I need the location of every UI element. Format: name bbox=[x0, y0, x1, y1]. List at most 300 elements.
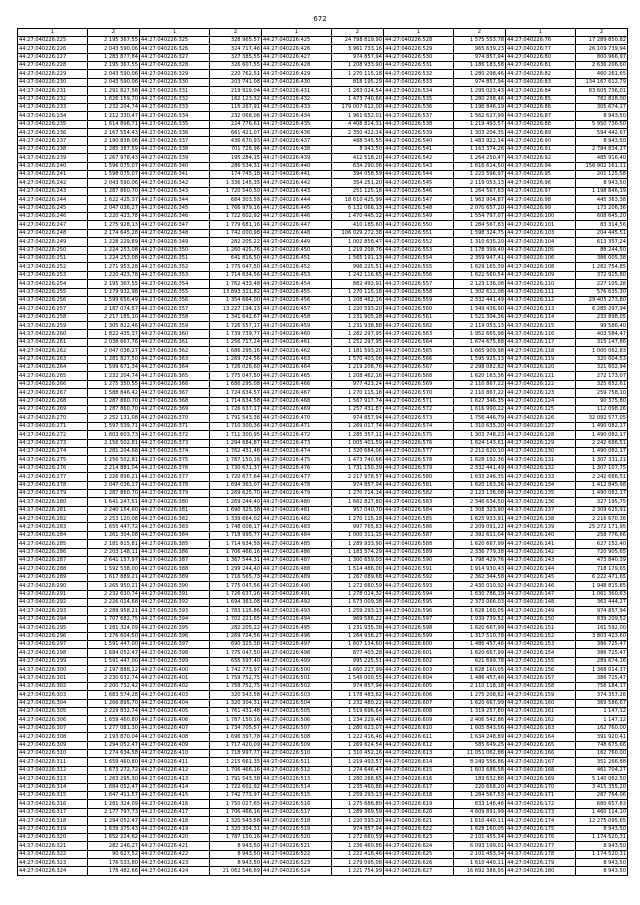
cadastral-value-cell: 1 222 416,46 bbox=[332, 733, 384, 741]
cadastral-value-cell: 1 303 748,23 bbox=[454, 431, 506, 439]
cadastral-value-cell: 1 674 675,88 bbox=[454, 338, 506, 346]
cadastral-value-cell: 1 598 075,07 bbox=[88, 171, 140, 179]
cadastral-number-cell: 44:27:040226:365 bbox=[140, 372, 210, 380]
cadastral-number-cell: 44:27:040226:144 bbox=[506, 565, 576, 573]
table-row bbox=[18, 708, 628, 716]
cadastral-value-cell: 1 914 930,43 bbox=[454, 565, 506, 573]
cadastral-value-cell: 1 742 000,98 bbox=[210, 229, 262, 237]
cadastral-number-cell: 44:27:040226:239 bbox=[18, 154, 88, 162]
cadastral-value-cell: 1 722 602,92 bbox=[210, 213, 262, 221]
cadastral-number-cell: 44:27:040226:116 bbox=[506, 330, 576, 338]
cadastral-number-cell: 44:27:040226:253 bbox=[18, 271, 88, 279]
cadastral-number-cell: 44:27:040226:625 bbox=[384, 850, 454, 858]
cadastral-value-cell: 1 961 652,01 bbox=[332, 112, 384, 120]
cadastral-number-cell: 44:27:040226:133 bbox=[506, 473, 576, 481]
cadastral-value-cell: 2 123 136,08 bbox=[454, 489, 506, 497]
cadastral-number-cell: 44:27:040226:313 bbox=[18, 775, 88, 783]
cadastral-value-cell: 957 040,70 bbox=[332, 506, 384, 514]
cadastral-value-cell: 1 274 634,58 bbox=[88, 750, 140, 758]
cadastral-value-cell: 1 368 014,37 bbox=[576, 666, 628, 674]
cadastral-number-cell: 44:27:040226:236 bbox=[18, 129, 88, 137]
cadastral-number-cell: 44:27:040226:413 bbox=[140, 775, 210, 783]
cadastral-number-cell: 44:27:040226:531 bbox=[384, 61, 454, 69]
cadastral-value-cell: 1 281 204,68 bbox=[88, 447, 140, 455]
cadastral-value-cell: 1 798 429,76 bbox=[454, 557, 506, 565]
cadastral-number-cell: 44:27:040226:551 bbox=[384, 229, 454, 237]
cadastral-value-cell: 195 284,15 bbox=[210, 154, 262, 162]
cadastral-value-cell: 1 963 904,87 bbox=[454, 196, 506, 204]
cadastral-number-cell: 44:27:040226:155 bbox=[506, 657, 576, 665]
cadastral-value-cell: 1 215 661,35 bbox=[210, 758, 262, 766]
cadastral-number-cell: 44:27:040226:284 bbox=[18, 531, 88, 539]
cadastral-value-cell: 1 320 304,31 bbox=[210, 825, 262, 833]
cadastral-value-cell: 1 591 447,00 bbox=[88, 640, 140, 648]
cadastral-number-cell: 44:27:040226:603 bbox=[384, 666, 454, 674]
cadastral-number-cell: 44:27:040226:606 bbox=[384, 691, 454, 699]
cadastral-value-cell: 1 275 928,13 bbox=[88, 221, 140, 229]
cadastral-value-cell: 2 359 947,41 bbox=[454, 254, 506, 262]
cadastral-value-cell: 1 775 047,50 bbox=[210, 649, 262, 657]
cadastral-number-cell: 44:27:040226:161 bbox=[506, 708, 576, 716]
cadastral-value-cell: 1 231 905,28 bbox=[332, 313, 384, 321]
cadastral-number-cell: 44:27:040226:579 bbox=[384, 464, 454, 472]
cadastral-value-cell: 2 242 686,51 bbox=[576, 439, 628, 447]
cadastral-value-cell: 1 591 447,00 bbox=[88, 657, 140, 665]
table-row bbox=[18, 531, 628, 539]
cadastral-value-cell: 394 058,59 bbox=[332, 171, 384, 179]
cadastral-number-cell: 44:27:040226:139 bbox=[506, 523, 576, 531]
table-row bbox=[18, 296, 628, 304]
cadastral-number-cell: 44:27:040226:303 bbox=[18, 691, 88, 699]
cadastral-value-cell: 1 367 544,31 bbox=[210, 557, 262, 565]
table-row bbox=[18, 330, 628, 338]
cadastral-value-cell: 1 655 447,72 bbox=[88, 523, 140, 531]
cadastral-value-cell: 1 310 635,20 bbox=[454, 238, 506, 246]
cadastral-number-cell: 44:27:040226:505 bbox=[262, 708, 332, 716]
cadastral-value-cell: 2 242 686,51 bbox=[576, 473, 628, 481]
table-row bbox=[18, 716, 628, 724]
cadastral-number-cell: 44:27:040226:570 bbox=[384, 389, 454, 397]
cadastral-number-cell: 44:27:040226:352 bbox=[140, 263, 210, 271]
table-row bbox=[18, 867, 628, 875]
cadastral-value-cell: 1 232 480,22 bbox=[332, 699, 384, 707]
cadastral-number-cell: 44:27:040226:282 bbox=[18, 515, 88, 523]
table-row bbox=[18, 313, 628, 321]
cadastral-number-cell: 44:27:040226:618 bbox=[384, 791, 454, 799]
cadastral-value-cell: 21 062 546,69 bbox=[210, 867, 262, 875]
cadastral-number-cell: 44:27:040226:564 bbox=[384, 338, 454, 346]
cadastral-number-cell: 44:27:040226:408 bbox=[140, 733, 210, 741]
cadastral-value-cell: 1 647 411,57 bbox=[88, 791, 140, 799]
cadastral-number-cell: 44:27:040226:318 bbox=[18, 817, 88, 825]
cadastral-number-cell: 44:27:040226:256 bbox=[18, 296, 88, 304]
cadastral-value-cell: 1 183 574,29 bbox=[332, 548, 384, 556]
cadastral-value-cell: 1 628 160,05 bbox=[454, 666, 506, 674]
cadastral-value-cell: 251 125,18 bbox=[332, 187, 384, 195]
cadastral-number-cell: 44:27:040226:609 bbox=[384, 716, 454, 724]
cadastral-value-cell: 386 005,38 bbox=[576, 254, 628, 262]
cadastral-number-cell: 44:27:040226:596 bbox=[384, 607, 454, 615]
cadastral-value-cell: 6 093 199,01 bbox=[454, 842, 506, 850]
cadastral-number-cell: 44:27:040226:443 bbox=[262, 187, 332, 195]
cadastral-number-cell: 44:27:040226:251 bbox=[18, 254, 88, 262]
cadastral-value-cell: 1 319 257,80 bbox=[454, 708, 506, 716]
cadastral-value-cell: 8 943,50 bbox=[576, 825, 628, 833]
cadastral-value-cell: 996 225,51 bbox=[332, 263, 384, 271]
cadastral-value-cell: 1 620 667,99 bbox=[454, 624, 506, 632]
column-header: 1 bbox=[506, 29, 576, 37]
cadastral-number-cell: 44:27:040226:440 bbox=[262, 162, 332, 170]
cadastral-number-cell: 44:27:040226:164 bbox=[506, 733, 576, 741]
cadastral-number-cell: 44:27:040226:540 bbox=[384, 137, 454, 145]
cadastral-value-cell: 224 776,61 bbox=[210, 120, 262, 128]
cadastral-number-cell: 44:27:040226:227 bbox=[18, 53, 88, 61]
table-row bbox=[18, 817, 628, 825]
cadastral-number-cell: 44:27:040226:544 bbox=[384, 171, 454, 179]
cadastral-value-cell: 2 392 611,04 bbox=[454, 531, 506, 539]
cadastral-number-cell: 44:27:040226:385 bbox=[140, 540, 210, 548]
cadastral-number-cell: 44:27:040226:519 bbox=[262, 825, 332, 833]
cadastral-number-cell: 44:27:040226:532 bbox=[384, 70, 454, 78]
cadastral-value-cell: 1 686 295,08 bbox=[210, 380, 262, 388]
cadastral-value-cell: 6 222 471,65 bbox=[576, 573, 628, 581]
cadastral-number-cell: 44:27:040226:407 bbox=[140, 724, 210, 732]
cadastral-value-cell: 1 659 460,80 bbox=[88, 758, 140, 766]
cadastral-value-cell: 90 627,52 bbox=[88, 850, 140, 858]
cadastral-value-cell: 1 289 369,59 bbox=[332, 808, 384, 816]
cadastral-number-cell: 44:27:040226:244 bbox=[18, 196, 88, 204]
cadastral-value-cell: 1 252 297,95 bbox=[332, 338, 384, 346]
cadastral-number-cell: 44:27:040226:86 bbox=[506, 103, 576, 111]
cadastral-value-cell: 325 652,61 bbox=[576, 380, 628, 388]
cadastral-number-cell: 44:27:040226:552 bbox=[384, 238, 454, 246]
cadastral-number-cell: 44:27:040226:621 bbox=[384, 817, 454, 825]
cadastral-value-cell: 8 943,50 bbox=[210, 850, 262, 858]
cadastral-value-cell: 289 674,16 bbox=[576, 657, 628, 665]
cadastral-value-cell: 1 256 717,24 bbox=[210, 338, 262, 346]
cadastral-number-cell: 44:27:040226:117 bbox=[506, 338, 576, 346]
cadastral-number-cell: 44:27:040226:497 bbox=[262, 640, 332, 648]
cadastral-number-cell: 44:27:040226:122 bbox=[506, 380, 576, 388]
cadastral-value-cell: 2 252 131,08 bbox=[88, 414, 140, 422]
cadastral-number-cell: 44:27:040226:90 bbox=[506, 137, 576, 145]
cadastral-number-cell: 44:27:040226:431 bbox=[262, 87, 332, 95]
table-row bbox=[18, 162, 628, 170]
cadastral-number-cell: 44:27:040226:372 bbox=[140, 431, 210, 439]
table-row bbox=[18, 674, 628, 682]
table-row bbox=[18, 766, 628, 774]
cadastral-value-cell: 1 610 440,11 bbox=[454, 817, 506, 825]
table-row bbox=[18, 657, 628, 665]
cadastral-value-cell: 1 299 244,40 bbox=[210, 565, 262, 573]
cadastral-number-cell: 44:27:040226:537 bbox=[384, 112, 454, 120]
table-row bbox=[18, 221, 628, 229]
cadastral-value-cell: 585 649,25 bbox=[454, 741, 506, 749]
cadastral-number-cell: 44:27:040226:518 bbox=[262, 817, 332, 825]
cadastral-number-cell: 44:27:040226:514 bbox=[262, 783, 332, 791]
cadastral-number-cell: 44:27:040226:464 bbox=[262, 364, 332, 372]
cadastral-value-cell: 1 756 446,79 bbox=[454, 414, 506, 422]
cadastral-value-cell: 1 633 246,35 bbox=[454, 473, 506, 481]
table-row bbox=[18, 800, 628, 808]
cadastral-number-cell: 44:27:040226:496 bbox=[262, 632, 332, 640]
cadastral-value-cell: 1 287 860,70 bbox=[88, 187, 140, 195]
cadastral-number-cell: 44:27:040226:260 bbox=[18, 330, 88, 338]
cadastral-number-cell: 44:27:040226:106 bbox=[506, 254, 576, 262]
cadastral-value-cell: 1 603 603,73 bbox=[88, 431, 140, 439]
cadastral-value-cell: 320 004,53 bbox=[576, 355, 628, 363]
cadastral-value-cell: 1 597 539,71 bbox=[88, 422, 140, 430]
cadastral-number-cell: 44:27:040226:615 bbox=[384, 766, 454, 774]
cadastral-value-cell: 661 421,07 bbox=[210, 129, 262, 137]
cadastral-value-cell: 2 309 625,91 bbox=[576, 506, 628, 514]
cadastral-value-cell: 16 692 386,95 bbox=[454, 867, 506, 875]
cadastral-number-cell: 44:27:040226:587 bbox=[384, 531, 454, 539]
cadastral-number-cell: 44:27:040226:605 bbox=[384, 682, 454, 690]
cadastral-number-cell: 44:27:040226:146 bbox=[506, 582, 576, 590]
cadastral-number-cell: 44:27:040226:240 bbox=[18, 162, 88, 170]
cadastral-value-cell: 1 565 191,13 bbox=[332, 254, 384, 262]
cadastral-value-cell: 1 766 979,16 bbox=[210, 204, 262, 212]
cadastral-number-cell: 44:27:040226:439 bbox=[262, 154, 332, 162]
cadastral-number-cell: 44:27:040226:415 bbox=[140, 791, 210, 799]
cadastral-number-cell: 44:27:040226:398 bbox=[140, 649, 210, 657]
cadastral-value-cell: 1 486 457,46 bbox=[454, 640, 506, 648]
cadastral-value-cell: 1 711 300,95 bbox=[210, 431, 262, 439]
cadastral-value-cell: 6 132 066,13 bbox=[332, 204, 384, 212]
table-row bbox=[18, 515, 628, 523]
cadastral-value-cell: 1 722 602,92 bbox=[210, 783, 262, 791]
table-row bbox=[18, 456, 628, 464]
table-row bbox=[18, 666, 628, 674]
cadastral-number-cell: 44:27:040226:241 bbox=[18, 171, 88, 179]
cadastral-value-cell: 1 599 671,34 bbox=[88, 364, 140, 372]
cadastral-value-cell: 974 857,94 bbox=[454, 78, 506, 86]
cadastral-number-cell: 44:27:040226:233 bbox=[18, 103, 88, 111]
cadastral-value-cell: 2 230 632,74 bbox=[88, 674, 140, 682]
cadastral-number-cell: 44:27:040226:316 bbox=[18, 800, 88, 808]
cadastral-number-cell: 44:27:040226:261 bbox=[18, 338, 88, 346]
cadastral-value-cell: 410 185,60 bbox=[332, 221, 384, 229]
cadastral-value-cell: 2 406 542,86 bbox=[454, 716, 506, 724]
cadastral-value-cell: 2 047 036,27 bbox=[88, 204, 140, 212]
cadastral-value-cell: 8 943,50 bbox=[576, 137, 628, 145]
cadastral-number-cell: 44:27:040226:465 bbox=[262, 372, 332, 380]
cadastral-value-cell: 1 783 115,86 bbox=[210, 607, 262, 615]
cadastral-number-cell: 44:27:040226:360 bbox=[140, 330, 210, 338]
cadastral-number-cell: 44:27:040226:99 bbox=[506, 204, 576, 212]
cadastral-number-cell: 44:27:040226:270 bbox=[18, 414, 88, 422]
cadastral-value-cell: 1 163 374,26 bbox=[454, 145, 506, 153]
cadastral-value-cell: 1 224 253,08 bbox=[88, 254, 140, 262]
cadastral-value-cell: 1 320 543,58 bbox=[210, 817, 262, 825]
cadastral-number-cell: 44:27:040226:158 bbox=[506, 682, 576, 690]
column-header: 2 bbox=[88, 29, 140, 37]
cadastral-number-cell: 44:27:040226:553 bbox=[384, 246, 454, 254]
cadastral-number-cell: 44:27:040226:237 bbox=[18, 137, 88, 145]
cadastral-value-cell: 1 779 681,16 bbox=[210, 221, 262, 229]
table-row bbox=[18, 624, 628, 632]
cadastral-number-cell: 44:27:040226:604 bbox=[384, 674, 454, 682]
cadastral-value-cell: 1 490 082,17 bbox=[576, 447, 628, 455]
cadastral-value-cell: 1 718 995,77 bbox=[210, 531, 262, 539]
cadastral-value-cell: 282 205,22 bbox=[210, 238, 262, 246]
cadastral-value-cell: 1 000 311,15 bbox=[332, 531, 384, 539]
cadastral-value-cell: 2 156 502,81 bbox=[88, 439, 140, 447]
cadastral-value-cell: 1 264 936,27 bbox=[332, 632, 384, 640]
cadastral-value-cell: 13 227 194,13 bbox=[210, 305, 262, 313]
cadastral-value-cell: 1 607 134,60 bbox=[332, 640, 384, 648]
cadastral-number-cell: 44:27:040226:167 bbox=[506, 758, 576, 766]
cadastral-value-cell: 2 174 645,28 bbox=[88, 229, 140, 237]
cadastral-number-cell: 44:27:040226:600 bbox=[384, 640, 454, 648]
cadastral-number-cell: 44:27:040226:358 bbox=[140, 313, 210, 321]
cadastral-number-cell: 44:27:040226:317 bbox=[18, 808, 88, 816]
cadastral-number-cell: 44:27:040226:332 bbox=[140, 95, 210, 103]
cadastral-number-cell: 44:27:040226:509 bbox=[262, 741, 332, 749]
cadastral-value-cell: 1 305 822,46 bbox=[88, 322, 140, 330]
cadastral-number-cell: 44:27:040226:335 bbox=[140, 120, 210, 128]
table-row bbox=[18, 523, 628, 531]
cadastral-value-cell: 1 196 846,19 bbox=[454, 103, 506, 111]
cadastral-value-cell: 1 562 627,99 bbox=[454, 112, 506, 120]
cadastral-number-cell: 44:27:040226:231 bbox=[18, 87, 88, 95]
cadastral-value-cell: 83 314,56 bbox=[576, 221, 628, 229]
cadastral-value-cell: 1 622 425,37 bbox=[88, 196, 140, 204]
cadastral-number-cell: 44:27:040226:379 bbox=[140, 489, 210, 497]
cadastral-value-cell: 2 110 867,22 bbox=[454, 380, 506, 388]
cadastral-value-cell: 1 271 953,28 bbox=[88, 263, 140, 271]
cadastral-value-cell: 1 483 922,14 bbox=[454, 137, 506, 145]
cadastral-value-cell: 974 857,94 bbox=[332, 481, 384, 489]
cadastral-value-cell: 1 269 624,54 bbox=[332, 741, 384, 749]
cadastral-value-cell: 372 915,80 bbox=[576, 271, 628, 279]
cadastral-number-cell: 44:27:040226:288 bbox=[18, 565, 88, 573]
cadastral-value-cell: 1 545 000,55 bbox=[332, 674, 384, 682]
cadastral-number-cell: 44:27:040226:165 bbox=[506, 741, 576, 749]
cadastral-value-cell: 1 259 293,13 bbox=[332, 791, 384, 799]
cadastral-value-cell: 1 226 896,21 bbox=[88, 473, 140, 481]
cadastral-number-cell: 44:27:040226:163 bbox=[506, 724, 576, 732]
cadastral-number-cell: 44:27:040226:530 bbox=[384, 53, 454, 61]
cadastral-number-cell: 44:27:040226:545 bbox=[384, 179, 454, 187]
table-row bbox=[18, 691, 628, 699]
cadastral-number-cell: 44:27:040226:454 bbox=[262, 280, 332, 288]
cadastral-value-cell: 1 731 150,39 bbox=[332, 464, 384, 472]
cadastral-number-cell: 44:27:040226:290 bbox=[18, 582, 88, 590]
cadastral-value-cell: 1 726 637,16 bbox=[210, 590, 262, 598]
table-row bbox=[18, 439, 628, 447]
cadastral-number-cell: 44:27:040226:533 bbox=[384, 78, 454, 86]
cadastral-number-cell: 44:27:040226:176 bbox=[506, 833, 576, 841]
cadastral-value-cell: 977 423,24 bbox=[332, 380, 384, 388]
cadastral-value-cell: 2 101 455,34 bbox=[454, 833, 506, 841]
cadastral-number-cell: 44:27:040226:228 bbox=[18, 61, 88, 69]
cadastral-value-cell: 1 284 567,83 bbox=[454, 221, 506, 229]
cadastral-number-cell: 44:27:040226:157 bbox=[506, 674, 576, 682]
table-row bbox=[18, 179, 628, 187]
cadastral-value-cell: 684 303,58 bbox=[210, 196, 262, 204]
cadastral-number-cell: 44:27:040226:445 bbox=[262, 204, 332, 212]
cadastral-number-cell: 44:27:040226:266 bbox=[18, 380, 88, 388]
cadastral-number-cell: 44:27:040226:268 bbox=[18, 397, 88, 405]
cadastral-value-cell: 1 696 397,78 bbox=[210, 733, 262, 741]
cadastral-value-cell: 305 674,17 bbox=[576, 103, 628, 111]
cadastral-value-cell: 320 543,58 bbox=[210, 691, 262, 699]
cadastral-number-cell: 44:27:040226:598 bbox=[384, 624, 454, 632]
cadastral-number-cell: 44:27:040226:98 bbox=[506, 196, 576, 204]
cadastral-number-cell: 44:27:040226:353 bbox=[140, 271, 210, 279]
cadastral-number-cell: 44:27:040226:477 bbox=[262, 473, 332, 481]
cadastral-value-cell: 1 720 540,50 bbox=[210, 187, 262, 195]
cadastral-value-cell: 1 665 909,98 bbox=[454, 347, 506, 355]
cadastral-value-cell: 1 302 612,08 bbox=[454, 288, 506, 296]
cadastral-value-cell: 1 285 357,11 bbox=[332, 431, 384, 439]
cadastral-number-cell: 44:27:040226:549 bbox=[384, 213, 454, 221]
cadastral-number-cell: 44:27:040226:627 bbox=[384, 867, 454, 875]
cadastral-value-cell: 641 816,50 bbox=[210, 254, 262, 262]
cadastral-number-cell: 44:27:040226:112 bbox=[506, 296, 576, 304]
cadastral-number-cell: 44:27:040226:180 bbox=[506, 867, 576, 875]
cadastral-value-cell: 1 281 827,50 bbox=[88, 355, 140, 363]
cadastral-number-cell: 44:27:040226:151 bbox=[506, 624, 576, 632]
cadastral-value-cell: 232 068,06 bbox=[210, 112, 262, 120]
cadastral-value-cell: 1 277 081,30 bbox=[88, 724, 140, 732]
cadastral-number-cell: 44:27:040226:339 bbox=[140, 154, 210, 162]
cadastral-value-cell: 219 919,04 bbox=[210, 87, 262, 95]
cadastral-number-cell: 44:27:040226:275 bbox=[18, 456, 88, 464]
cadastral-number-cell: 44:27:040226:254 bbox=[18, 280, 88, 288]
cadastral-value-cell: 369 586,67 bbox=[576, 699, 628, 707]
cadastral-number-cell: 44:27:040226:294 bbox=[18, 615, 88, 623]
table-row bbox=[18, 775, 628, 783]
cadastral-number-cell: 44:27:040226:272 bbox=[18, 431, 88, 439]
cadastral-number-cell: 44:27:040226:592 bbox=[384, 573, 454, 581]
table-row bbox=[18, 565, 628, 573]
cadastral-value-cell: 839 209,52 bbox=[576, 615, 628, 623]
cadastral-value-cell: 1 628 160,05 bbox=[454, 607, 506, 615]
cadastral-value-cell: 18 610 425,99 bbox=[332, 196, 384, 204]
cadastral-value-cell: 1 310 452,16 bbox=[332, 750, 384, 758]
cadastral-value-cell: 1 673 272,72 bbox=[88, 766, 140, 774]
cadastral-number-cell: 44:27:040226:502 bbox=[262, 682, 332, 690]
cadastral-value-cell: 1 275 686,80 bbox=[332, 800, 384, 808]
cadastral-value-cell: 1 714 634,58 bbox=[210, 397, 262, 405]
cadastral-number-cell: 44:27:040226:577 bbox=[384, 447, 454, 455]
cadastral-value-cell: 282 246,27 bbox=[88, 842, 140, 850]
cadastral-number-cell: 44:27:040226:159 bbox=[506, 691, 576, 699]
cadastral-number-cell: 44:27:040226:336 bbox=[140, 129, 210, 137]
cadastral-number-cell: 44:27:040226:403 bbox=[140, 691, 210, 699]
cadastral-value-cell: 1 000 062,83 bbox=[576, 347, 628, 355]
cadastral-number-cell: 44:27:040226:148 bbox=[506, 598, 576, 606]
cadastral-number-cell: 44:27:040226:416 bbox=[140, 800, 210, 808]
table-row bbox=[18, 380, 628, 388]
cadastral-value-cell: 2 101 453,34 bbox=[454, 850, 506, 858]
table-row bbox=[18, 598, 628, 606]
cadastral-number-cell: 44:27:040226:364 bbox=[140, 364, 210, 372]
cadastral-value-cell: 2 332 441,49 bbox=[454, 296, 506, 304]
cadastral-number-cell: 44:27:040226:566 bbox=[384, 355, 454, 363]
cadastral-value-cell: 1 775 047,56 bbox=[210, 582, 262, 590]
column-header: 2 bbox=[454, 29, 506, 37]
cadastral-number-cell: 44:27:040226:135 bbox=[506, 489, 576, 497]
cadastral-number-cell: 44:27:040226:285 bbox=[18, 540, 88, 548]
cadastral-number-cell: 44:27:040226:547 bbox=[384, 196, 454, 204]
cadastral-value-cell: 1 320 684,06 bbox=[332, 447, 384, 455]
cadastral-value-table bbox=[17, 28, 628, 876]
table-row bbox=[18, 833, 628, 841]
